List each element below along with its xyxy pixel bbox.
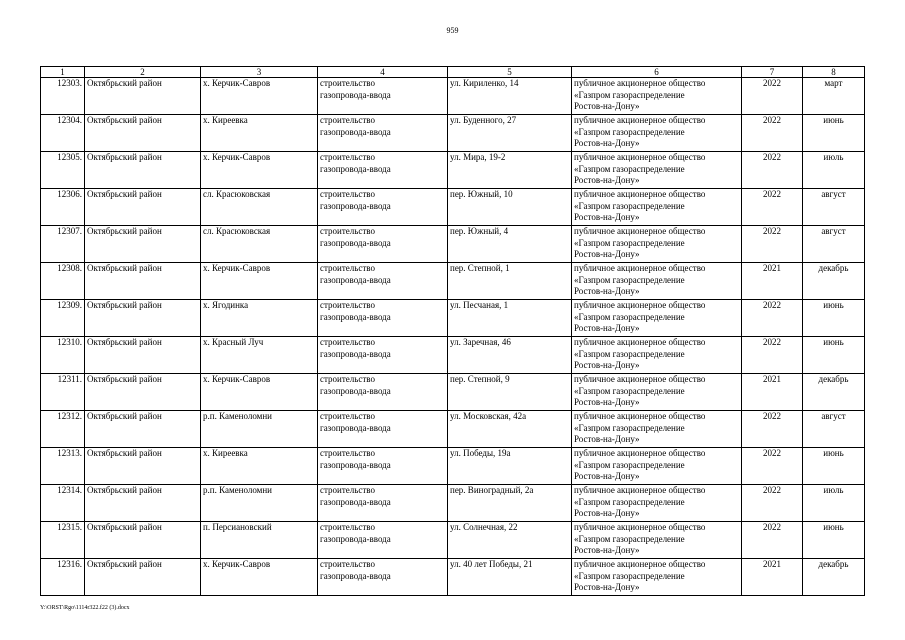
- cell-district: [85, 78, 201, 115]
- cell-address: [448, 189, 572, 226]
- cell-organization-line: «Газпром газораспределение: [574, 348, 685, 359]
- cell-month: [803, 522, 865, 559]
- cell-work-type-line: строительство: [320, 263, 375, 273]
- cell-organization-line: публичное акционерное общество: [574, 559, 706, 569]
- cell-district: [85, 337, 201, 374]
- cell-address-line: ул. Буденного, 27: [450, 115, 517, 125]
- cell-work-type: [318, 115, 448, 152]
- cell-work-type: [318, 337, 448, 374]
- cell-month-line: июнь: [823, 300, 844, 310]
- cell-organization-line: публичное акционерное общество: [574, 78, 706, 88]
- cell-organization-line: «Газпром газораспределение: [574, 533, 685, 544]
- cell-organization-line: публичное акционерное общество: [574, 448, 706, 458]
- cell-district-line: Октябрьский район: [87, 559, 162, 569]
- cell-month: [803, 411, 865, 448]
- cell-settlement-line: сл. Красюковская: [203, 189, 271, 199]
- cell-organization-line: публичное акционерное общество: [574, 485, 706, 495]
- cell-year-line: 2022: [763, 226, 781, 236]
- cell-work-type-line: строительство: [320, 448, 375, 458]
- cell-number: [41, 337, 85, 374]
- cell-year: [742, 226, 803, 263]
- cell-year: [742, 189, 803, 226]
- cell-organization-line: Ростов-на-Дону»: [574, 434, 640, 444]
- column-header: 8: [803, 67, 865, 78]
- cell-address-line: ул. Мира, 19-2: [450, 152, 506, 162]
- cell-address-line: пер. Степной, 1: [450, 263, 510, 273]
- cell-organization-line: Ростов-на-Дону»: [574, 249, 640, 259]
- cell-district-line: Октябрьский район: [87, 115, 162, 125]
- cell-organization: [572, 411, 742, 448]
- cell-year-line: 2022: [763, 152, 781, 162]
- cell-settlement-line: х. Киреевка: [203, 448, 248, 458]
- table-row: [41, 485, 865, 522]
- cell-settlement: [201, 115, 318, 152]
- cell-work-type-line: строительство: [320, 152, 375, 162]
- column-header: 2: [85, 67, 201, 78]
- cell-year: [742, 152, 803, 189]
- cell-address-line: пер. Южный, 4: [450, 226, 509, 236]
- cell-address: [448, 411, 572, 448]
- cell-number-line: 12307.: [57, 226, 82, 236]
- cell-number: [41, 448, 85, 485]
- cell-settlement-line: х. Керчик-Савров: [203, 559, 271, 569]
- cell-work-type: [318, 411, 448, 448]
- cell-address: [448, 263, 572, 300]
- cell-month-line: август: [821, 189, 846, 199]
- cell-address: [448, 448, 572, 485]
- cell-organization-line: публичное акционерное общество: [574, 337, 706, 347]
- cell-organization-line: «Газпром газораспределение: [574, 459, 685, 470]
- cell-address-line: пер. Виноградный, 2а: [450, 485, 534, 495]
- cell-organization-line: «Газпром газораспределение: [574, 311, 685, 322]
- cell-work-type: [318, 300, 448, 337]
- cell-work-type-line: строительство: [320, 522, 375, 532]
- cell-month-line: июнь: [823, 448, 844, 458]
- cell-number: [41, 411, 85, 448]
- cell-year: [742, 300, 803, 337]
- cell-district-line: Октябрьский район: [87, 448, 162, 458]
- cell-year: [742, 115, 803, 152]
- cell-settlement-line: х. Керчик-Савров: [203, 152, 271, 162]
- cell-year-line: 2022: [763, 522, 781, 532]
- cell-month-line: июль: [823, 485, 844, 495]
- cell-number-line: 12313.: [57, 448, 82, 458]
- cell-organization: [572, 115, 742, 152]
- cell-district: [85, 522, 201, 559]
- table-row: [41, 263, 865, 300]
- table-row: [41, 189, 865, 226]
- cell-district-line: Октябрьский район: [87, 152, 162, 162]
- cell-number-line: 12311.: [57, 374, 82, 384]
- cell-work-type: [318, 485, 448, 522]
- cell-organization-line: Ростов-на-Дону»: [574, 286, 640, 296]
- cell-year-line: 2021: [763, 374, 781, 384]
- file-path-footer: Y:\ORST\Rgo\1114r322.f22 (3).docx: [40, 605, 130, 611]
- cell-settlement-line: х. Керчик-Савров: [203, 263, 271, 273]
- cell-district-line: Октябрьский район: [87, 374, 162, 384]
- cell-settlement: [201, 263, 318, 300]
- cell-district-line: Октябрьский район: [87, 300, 162, 310]
- cell-year: [742, 485, 803, 522]
- cell-organization-line: Ростов-на-Дону»: [574, 545, 640, 555]
- cell-work-type-line: газопровода-ввода: [320, 496, 391, 507]
- cell-address-line: ул. Солнечная, 22: [450, 522, 518, 532]
- cell-organization-line: публичное акционерное общество: [574, 300, 706, 310]
- cell-settlement: [201, 411, 318, 448]
- cell-number: [41, 300, 85, 337]
- cell-settlement: [201, 152, 318, 189]
- cell-work-type-line: газопровода-ввода: [320, 533, 391, 544]
- cell-month: [803, 374, 865, 411]
- cell-district-line: Октябрьский район: [87, 226, 162, 236]
- cell-work-type-line: строительство: [320, 337, 375, 347]
- cell-address: [448, 559, 572, 596]
- cell-work-type-line: газопровода-ввода: [320, 570, 391, 581]
- table-row: [41, 448, 865, 485]
- registry-table: [40, 66, 865, 596]
- cell-organization-line: Ростов-на-Дону»: [574, 175, 640, 185]
- cell-year-line: 2022: [763, 115, 781, 125]
- cell-work-type-line: газопровода-ввода: [320, 200, 391, 211]
- cell-organization-line: «Газпром газораспределение: [574, 126, 685, 137]
- cell-number: [41, 152, 85, 189]
- cell-month: [803, 152, 865, 189]
- cell-month-line: июнь: [823, 115, 844, 125]
- cell-organization-line: «Газпром газораспределение: [574, 89, 685, 100]
- cell-settlement: [201, 78, 318, 115]
- cell-organization-line: Ростов-на-Дону»: [574, 323, 640, 333]
- column-header: 3: [201, 67, 318, 78]
- cell-year: [742, 337, 803, 374]
- cell-organization-line: Ростов-на-Дону»: [574, 582, 640, 592]
- cell-settlement-line: х. Керчик-Савров: [203, 78, 271, 88]
- cell-work-type-line: строительство: [320, 115, 375, 125]
- cell-settlement-line: сл. Красюковская: [203, 226, 271, 236]
- table-body: [41, 78, 865, 596]
- cell-month: [803, 559, 865, 596]
- cell-organization: [572, 152, 742, 189]
- cell-number-line: 12304.: [57, 115, 82, 125]
- cell-work-type-line: газопровода-ввода: [320, 422, 391, 433]
- cell-month-line: декабрь: [818, 263, 849, 273]
- column-header: 4: [318, 67, 448, 78]
- cell-district: [85, 411, 201, 448]
- cell-district: [85, 115, 201, 152]
- cell-organization-line: публичное акционерное общество: [574, 263, 706, 273]
- cell-settlement-line: р.п. Каменоломни: [203, 485, 272, 495]
- cell-organization-line: публичное акционерное общество: [574, 374, 706, 384]
- cell-work-type-line: строительство: [320, 411, 375, 421]
- cell-year: [742, 374, 803, 411]
- cell-organization-line: «Газпром газораспределение: [574, 496, 685, 507]
- cell-district-line: Октябрьский район: [87, 78, 162, 88]
- cell-district-line: Октябрьский район: [87, 411, 162, 421]
- cell-address: [448, 300, 572, 337]
- cell-work-type-line: строительство: [320, 559, 375, 569]
- cell-number-line: 12315.: [57, 522, 82, 532]
- column-header: 5: [448, 67, 572, 78]
- cell-organization: [572, 78, 742, 115]
- cell-month-line: декабрь: [818, 559, 849, 569]
- cell-settlement: [201, 448, 318, 485]
- cell-settlement-line: р.п. Каменоломни: [203, 411, 272, 421]
- cell-month: [803, 448, 865, 485]
- cell-number-line: 12303.: [57, 78, 82, 88]
- cell-organization-line: «Газпром газораспределение: [574, 163, 685, 174]
- column-header: 1: [41, 67, 85, 78]
- cell-work-type-line: газопровода-ввода: [320, 348, 391, 359]
- cell-address: [448, 374, 572, 411]
- cell-number: [41, 226, 85, 263]
- cell-organization: [572, 226, 742, 263]
- cell-number: [41, 189, 85, 226]
- cell-work-type: [318, 559, 448, 596]
- cell-organization-line: «Газпром газораспределение: [574, 237, 685, 248]
- cell-year: [742, 559, 803, 596]
- cell-organization-line: публичное акционерное общество: [574, 226, 706, 236]
- table-row: [41, 374, 865, 411]
- cell-year-line: 2022: [763, 485, 781, 495]
- cell-number-line: 12312.: [57, 411, 82, 421]
- cell-settlement: [201, 522, 318, 559]
- cell-year-line: 2021: [763, 263, 781, 273]
- cell-address-line: пер. Степной, 9: [450, 374, 510, 384]
- cell-month: [803, 226, 865, 263]
- cell-work-type: [318, 152, 448, 189]
- cell-settlement: [201, 559, 318, 596]
- cell-work-type: [318, 374, 448, 411]
- cell-organization-line: публичное акционерное общество: [574, 152, 706, 162]
- cell-year-line: 2022: [763, 78, 781, 88]
- cell-address: [448, 78, 572, 115]
- column-number-row: [41, 67, 865, 78]
- cell-district-line: Октябрьский район: [87, 263, 162, 273]
- cell-address: [448, 337, 572, 374]
- cell-number: [41, 374, 85, 411]
- cell-district: [85, 374, 201, 411]
- cell-month-line: август: [821, 226, 846, 236]
- cell-organization-line: Ростов-на-Дону»: [574, 138, 640, 148]
- cell-settlement: [201, 226, 318, 263]
- cell-number: [41, 115, 85, 152]
- cell-work-type-line: строительство: [320, 300, 375, 310]
- cell-district: [85, 448, 201, 485]
- table-row: [41, 226, 865, 263]
- cell-month-line: август: [821, 411, 846, 421]
- cell-district: [85, 152, 201, 189]
- cell-year: [742, 263, 803, 300]
- cell-address-line: ул. Заречная, 46: [450, 337, 511, 347]
- cell-organization-line: «Газпром газораспределение: [574, 274, 685, 285]
- cell-district-line: Октябрьский район: [87, 189, 162, 199]
- cell-work-type-line: газопровода-ввода: [320, 274, 391, 285]
- cell-settlement-line: х. Красный Луч: [203, 337, 264, 347]
- cell-district: [85, 559, 201, 596]
- cell-settlement: [201, 485, 318, 522]
- cell-work-type-line: строительство: [320, 374, 375, 384]
- cell-address: [448, 152, 572, 189]
- cell-number-line: 12306.: [57, 189, 82, 199]
- cell-month: [803, 337, 865, 374]
- cell-organization-line: Ростов-на-Дону»: [574, 397, 640, 407]
- cell-address: [448, 485, 572, 522]
- cell-district: [85, 300, 201, 337]
- cell-number: [41, 78, 85, 115]
- table-row: [41, 559, 865, 596]
- cell-organization-line: публичное акционерное общество: [574, 189, 706, 199]
- cell-month-line: июнь: [823, 337, 844, 347]
- cell-month: [803, 300, 865, 337]
- cell-work-type-line: газопровода-ввода: [320, 311, 391, 322]
- cell-address: [448, 226, 572, 263]
- table-row: [41, 300, 865, 337]
- table-row: [41, 78, 865, 115]
- cell-organization: [572, 374, 742, 411]
- cell-organization: [572, 448, 742, 485]
- cell-settlement: [201, 374, 318, 411]
- cell-number-line: 12309.: [57, 300, 82, 310]
- table-row: [41, 115, 865, 152]
- cell-year-line: 2022: [763, 337, 781, 347]
- cell-number-line: 12305.: [57, 152, 82, 162]
- cell-district: [85, 263, 201, 300]
- cell-settlement-line: х. Киреевка: [203, 115, 248, 125]
- cell-work-type: [318, 448, 448, 485]
- cell-number-line: 12314.: [57, 485, 82, 495]
- cell-address: [448, 522, 572, 559]
- cell-organization: [572, 337, 742, 374]
- cell-year-line: 2021: [763, 559, 781, 569]
- column-header: 6: [572, 67, 742, 78]
- cell-settlement-line: п. Персиановский: [203, 522, 272, 532]
- cell-organization-line: Ростов-на-Дону»: [574, 101, 640, 111]
- cell-organization-line: публичное акционерное общество: [574, 411, 706, 421]
- cell-work-type-line: строительство: [320, 226, 375, 236]
- cell-work-type-line: газопровода-ввода: [320, 237, 391, 248]
- cell-organization-line: Ростов-на-Дону»: [574, 212, 640, 222]
- cell-address-line: ул. Песчаная, 1: [450, 300, 509, 310]
- cell-address-line: пер. Южный, 10: [450, 189, 513, 199]
- cell-settlement-line: х. Ягодинка: [203, 300, 249, 310]
- cell-month-line: июнь: [823, 522, 844, 532]
- cell-address-line: ул. 40 лет Победы, 21: [450, 559, 533, 569]
- cell-address-line: ул. Московская, 42а: [450, 411, 527, 421]
- cell-month-line: декабрь: [818, 374, 849, 384]
- cell-work-type-line: строительство: [320, 189, 375, 199]
- cell-organization: [572, 263, 742, 300]
- table-row: [41, 337, 865, 374]
- cell-month-line: март: [824, 78, 843, 88]
- cell-district: [85, 485, 201, 522]
- cell-district-line: Октябрьский район: [87, 522, 162, 532]
- cell-month: [803, 78, 865, 115]
- cell-organization: [572, 189, 742, 226]
- cell-work-type-line: газопровода-ввода: [320, 385, 391, 396]
- cell-month-line: июль: [823, 152, 844, 162]
- cell-month: [803, 189, 865, 226]
- cell-organization-line: «Газпром газораспределение: [574, 385, 685, 396]
- cell-settlement: [201, 300, 318, 337]
- cell-district-line: Октябрьский район: [87, 337, 162, 347]
- cell-organization-line: Ростов-на-Дону»: [574, 508, 640, 518]
- cell-number-line: 12308.: [57, 263, 82, 273]
- cell-organization-line: «Газпром газораспределение: [574, 422, 685, 433]
- cell-month: [803, 115, 865, 152]
- cell-work-type-line: строительство: [320, 485, 375, 495]
- cell-number: [41, 522, 85, 559]
- table-row: [41, 411, 865, 448]
- table-row: [41, 152, 865, 189]
- cell-year-line: 2022: [763, 300, 781, 310]
- cell-district: [85, 226, 201, 263]
- cell-work-type-line: газопровода-ввода: [320, 163, 391, 174]
- page-number: 959: [446, 26, 459, 35]
- cell-work-type: [318, 263, 448, 300]
- cell-work-type: [318, 522, 448, 559]
- cell-number: [41, 485, 85, 522]
- cell-year-line: 2022: [763, 189, 781, 199]
- cell-settlement-line: х. Керчик-Савров: [203, 374, 271, 384]
- cell-address: [448, 115, 572, 152]
- cell-district-line: Октябрьский район: [87, 485, 162, 495]
- cell-organization: [572, 522, 742, 559]
- cell-work-type: [318, 78, 448, 115]
- cell-year: [742, 78, 803, 115]
- cell-work-type-line: строительство: [320, 78, 375, 88]
- cell-organization-line: Ростов-на-Дону»: [574, 471, 640, 481]
- cell-year: [742, 448, 803, 485]
- cell-number: [41, 559, 85, 596]
- cell-year: [742, 411, 803, 448]
- cell-work-type-line: газопровода-ввода: [320, 89, 391, 100]
- cell-district: [85, 189, 201, 226]
- table-row: [41, 522, 865, 559]
- cell-month: [803, 263, 865, 300]
- cell-work-type-line: газопровода-ввода: [320, 459, 391, 470]
- cell-year: [742, 522, 803, 559]
- cell-number-line: 12316.: [57, 559, 82, 569]
- cell-settlement: [201, 337, 318, 374]
- cell-organization-line: публичное акционерное общество: [574, 522, 706, 532]
- cell-work-type: [318, 189, 448, 226]
- cell-organization-line: Ростов-на-Дону»: [574, 360, 640, 370]
- column-header: 7: [742, 67, 803, 78]
- cell-organization: [572, 300, 742, 337]
- cell-organization-line: публичное акционерное общество: [574, 115, 706, 125]
- cell-month: [803, 485, 865, 522]
- cell-address-line: ул. Победы, 19а: [450, 448, 511, 458]
- cell-year-line: 2022: [763, 411, 781, 421]
- cell-work-type-line: газопровода-ввода: [320, 126, 391, 137]
- cell-organization-line: «Газпром газораспределение: [574, 200, 685, 211]
- cell-organization: [572, 485, 742, 522]
- cell-year-line: 2022: [763, 448, 781, 458]
- cell-organization: [572, 559, 742, 596]
- cell-organization-line: «Газпром газораспределение: [574, 570, 685, 581]
- cell-address-line: ул. Кириленко, 14: [450, 78, 519, 88]
- cell-number: [41, 263, 85, 300]
- cell-work-type: [318, 226, 448, 263]
- cell-number-line: 12310.: [57, 337, 82, 347]
- cell-settlement: [201, 189, 318, 226]
